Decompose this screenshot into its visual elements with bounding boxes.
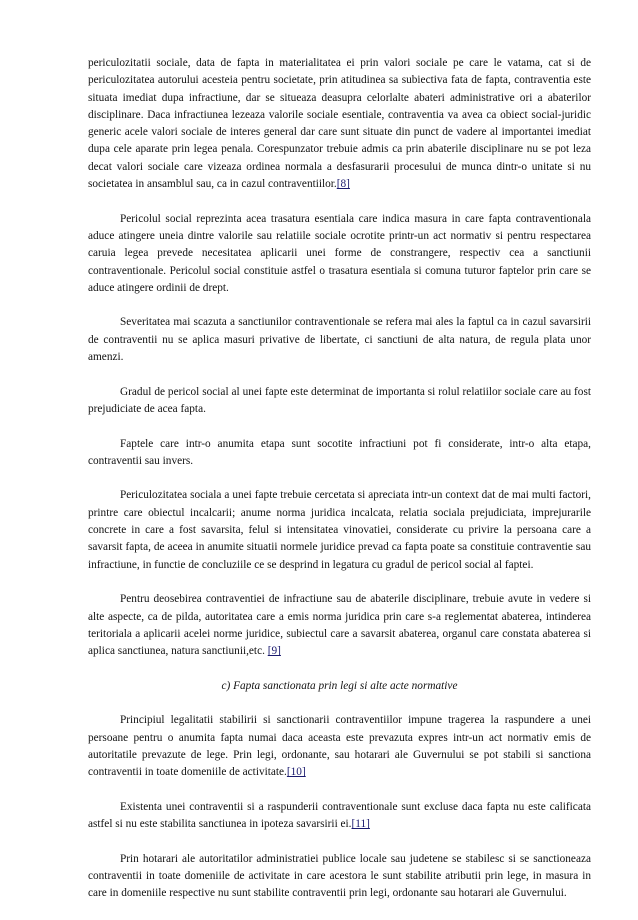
paragraph [88, 211, 591, 297]
paragraph [88, 851, 591, 903]
paragraph-text: Existenta unei contraventii si a raspunderii contraventionale sunt excluse daca fapta nu este calificata astfel si nu este stabilita sanctiunea in ipoteza savarsirii ei. [88, 800, 591, 831]
paragraph-text: Prin hotarari ale autoritatilor administratiei publice locale sau judetene se stabilesc si se sanctioneaza contraventii in toate domeniile de activitate in care acestora le sunt stabilite atributii prin lege, in masura in care in domeniile respective nu sunt stabilite contraventii prin legi, ordonante sau hotarari ale Guvernului. [88, 852, 591, 900]
paragraph-text: Principiul legalitatii stabilirii si sanctionarii contraventiilor impune tragerea la raspundere a unei persoane pentru o anumita fapta numai daca aceasta este prevazuta expres intr-un act normativ emis de autoritatile prevazute de lege. Prin legi, ordonante, sau hotarari ale Guvernului se pot stabili si sanctiona contraventii in toate domeniile de activitate. [88, 714, 591, 779]
paragraph [88, 591, 591, 660]
paragraph-text: Faptele care intr-o anumita etapa sunt socotite infractiuni pot fi considerate, intr-o alta etapa, contraventii sau invers. [88, 437, 591, 467]
footnote-link[interactable]: [8] [336, 178, 350, 191]
paragraph [88, 436, 591, 471]
paragraph [88, 55, 591, 193]
paragraph-text: Severitatea mai scazuta a sanctiunilor contraventionale se refera mai ales la faptul ca in cazul savarsirii de contraventii nu se aplica masuri privative de libertate, ci sanctiuni de alta natura, de regula plata unor amenzi. [88, 316, 591, 364]
paragraph-text: Pericolul social reprezinta acea trasatura esentiala care indica masura in care fapta contraventionala aduce atingere uneia dintre valorile sau relatiile sociale ocrotite printr-un act normativ si pentru respectarea caruia legea prevede necesitatea aplicarii unei forme de constrangere, respectiv cea a sanctiunii contraventionale. Pericolul social constituie astfel o trasatura esentiala si comuna tuturor faptelor prin care se aduce atingere ordinii de drept. [88, 212, 591, 294]
paragraph-text: Periculozitatea sociala a unei fapte trebuie cercetata si apreciata intr-un context dat de mai multi factori, printre care obiectul incalcarii; anume norma juridica incalcata, relatia sociala prejudiciata, imprejurarile concrete in care a fost savarsita, felul si intensitatea vinovatiei, considerate cu privire la persoana care a savarsit fapta, de aceea in anumite situatii normele juridice prevad ca fapta poate sa constituie contraventie sau infractiune, in functie de concluziile ce se desprind in legatura cu gradul de pericol social al faptei. [88, 489, 591, 571]
paragraph [88, 314, 591, 366]
section-heading: c) Fapta sanctionata prin legi si alte acte normative [221, 679, 458, 692]
paragraph-text: Pentru deosebirea contraventiei de infractiune sau de abaterile disciplinare, trebuie avute in vedere si alte aspecte, ca de pilda, autoritatea care a emis norma juridica prin care s-a reglementat abaterea, intinderea teritoriala a aplicarii acelei norme juridice, subiectul care a savarsit abaterea, organul care constata abaterea si aplica sanctiunea, natura sanctiunii,etc. [88, 593, 591, 658]
footnote-link[interactable]: [10] [286, 766, 306, 779]
paragraph [88, 712, 591, 781]
footnote-link[interactable]: [11] [351, 818, 370, 831]
paragraph-text: Gradul de pericol social al unei fapte este determinat de importanta si rolul relatiilor sociale care au fost prejudiciate de acea fapta. [88, 385, 591, 415]
paragraph [88, 384, 591, 419]
paragraph [88, 487, 591, 573]
paragraph-text: periculozitatii sociale, data de fapta in materialitatea ei prin valori sociale pe care le vatama, cat si de periculozitatea autorului acesteia pentru societate, prin atitudinea sa subiectiva fata de fapta, contraventia este situata imediat dupa infractiune, dar se situeaza deasupra celorlalte abateri administrative ori a abaterilor disciplinare. Daca infractiunea lezeaza valorile sociale esentiale, contraventia va avea ca obiect social-juridic generic acele valori sociale de interes general dar care sunt situate din punct de vadere al importantei imediat dupa cele aparate prin legea penala. Corespunzator trebuie admis ca prin abaterile disciplinare nu se pot leza decat valori sociale care vizeaza ordinea normala a desfasurarii procesului de munca dintr-o unitate si nu societatea in ansamblul sau, ca in cazul contraventiilor. [88, 57, 591, 191]
footnote-link[interactable]: [9] [267, 645, 281, 658]
document-body [88, 55, 591, 920]
paragraph [88, 799, 591, 834]
